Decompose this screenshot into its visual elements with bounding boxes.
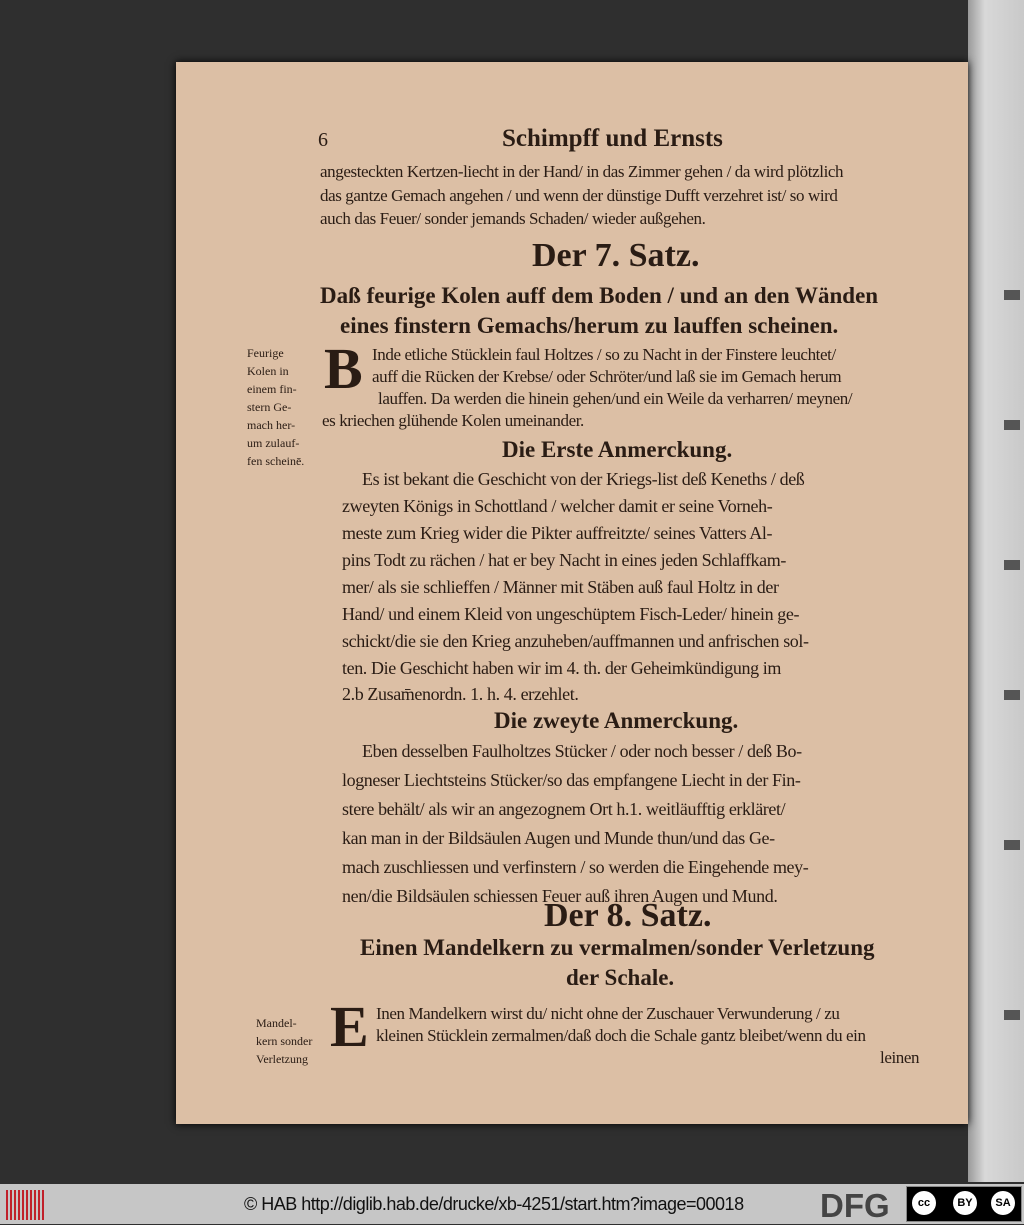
margin-note: Mandel- bbox=[256, 1016, 297, 1030]
margin-note: Verletzung bbox=[256, 1052, 308, 1066]
text-line: lauffen. Da werden die hinein gehen/und ein Weile da verharren/ meynen/ bbox=[378, 389, 853, 408]
text-line: angesteckten Kertzen-liecht in der Hand/ in das Zimmer gehen / da wird plötzlich bbox=[320, 162, 844, 181]
text-line: ten. Die Geschicht haben wir im 4. th. der Geheimkündigung im bbox=[342, 658, 781, 678]
section-title: Der 7. Satz. bbox=[532, 237, 700, 274]
text-line: auff die Rücken der Krebse/ oder Schröter/und laß sie im Gemach herum bbox=[372, 367, 842, 386]
page-number: 6 bbox=[318, 129, 328, 151]
text-line: zweyten Königs in Schottland / welcher damit er seine Vorneh- bbox=[342, 496, 773, 516]
section-subtitle: Daß feurige Kolen auff dem Boden / und an den Wänden bbox=[320, 283, 879, 308]
text-line: kleinen Stücklein zermalmen/daß doch die Schale gantz bleibet/wenn du ein bbox=[376, 1026, 866, 1045]
margin-note: kern sonder bbox=[256, 1034, 313, 1048]
margin-note: stern Ge- bbox=[247, 400, 292, 414]
section-subtitle: eines finstern Gemachs/herum zu lauffen scheinen. bbox=[340, 313, 839, 338]
credit-link[interactable]: © HAB http://diglib.hab.de/drucke/xb-4251/start.htm?image=00018 bbox=[244, 1194, 744, 1214]
initial-letter: E bbox=[330, 994, 369, 1059]
text-line: Es ist bekant die Geschicht von der Kriegs-list deß Keneths / deß bbox=[362, 469, 805, 489]
margin-note: um zulauf- bbox=[247, 436, 300, 450]
text-line: pins Todt zu rächen / hat er bey Nacht in eines jeden Schlaffkam- bbox=[342, 550, 786, 570]
text-line: Hand/ und einem Kleid von ungeschüptem Fisch-Leder/ hinein ge- bbox=[342, 604, 800, 624]
hab-logo-icon bbox=[6, 1190, 44, 1220]
section-subtitle: Die zweyte Anmerckung. bbox=[494, 708, 739, 733]
text-line: es kriechen glühende Kolen umeinander. bbox=[322, 411, 584, 430]
text-line: kan man in der Bildsäulen Augen und Munde thun/und das Ge- bbox=[342, 828, 775, 848]
text-line: schickt/die sie den Krieg anzuheben/auffmannen und anfrischen sol- bbox=[342, 631, 809, 651]
text-line: Inen Mandelkern wirst du/ nicht ohne der Zuschauer Verwunderung / zu bbox=[376, 1004, 840, 1023]
margin-note: mach her- bbox=[247, 418, 296, 432]
sa-icon: SA bbox=[991, 1191, 1015, 1215]
text-line: Inde etliche Stücklein faul Holtzes / so zu Nacht in der Finstere leuchtet/ bbox=[372, 345, 836, 364]
margin-note: einem fin- bbox=[247, 382, 297, 396]
text-line: 2.b Zusam̄enordn. 1. h. 4. erzehlet. bbox=[342, 684, 579, 704]
cc-license-badge[interactable] bbox=[906, 1186, 1022, 1222]
text-line: Eben desselben Faulholtzes Stücker / oder noch besser / deß Bo- bbox=[362, 741, 802, 761]
text-line: mer/ als sie schlieffen / Männer mit Stäben auß faul Holtz in der bbox=[342, 577, 779, 597]
cc-icon: cc bbox=[912, 1191, 936, 1215]
footer-bar bbox=[0, 1184, 1024, 1224]
text-line: nen/die Bildsäulen schiessen Feuer auß ihren Augen und Mund. bbox=[342, 886, 778, 906]
initial-letter: B bbox=[324, 336, 363, 401]
section-title: Der 8. Satz. bbox=[544, 897, 712, 934]
section-subtitle: Einen Mandelkern zu vermalmen/sonder Verletzung bbox=[360, 935, 875, 960]
dfg-logo: DFG bbox=[820, 1187, 890, 1224]
adjacent-page-edge bbox=[968, 0, 1024, 1182]
text-line: meste zum Krieg wider die Pikter auffreitzte/ seines Vatters Al- bbox=[342, 523, 773, 543]
section-subtitle: Die Erste Anmerckung. bbox=[502, 437, 733, 462]
margin-note: Feurige bbox=[247, 346, 284, 360]
catchword: leinen bbox=[880, 1048, 920, 1067]
margin-note: fen scheinē. bbox=[247, 454, 305, 468]
running-head: Schimpff und Ernsts bbox=[502, 125, 723, 152]
text-line: logneser Liechtsteins Stücker/so das empfangene Liecht in der Fin- bbox=[342, 770, 801, 790]
margin-note: Kolen in bbox=[247, 364, 289, 378]
text-line: stere behält/ als wir an angezognem Ort h.1. weitläufftig erkläret/ bbox=[342, 799, 786, 819]
text-line: mach zuschliessen und verfinstern / so werden die Eingehende mey- bbox=[342, 857, 809, 877]
text-line: das gantze Gemach angehen / und wenn der dünstige Dufft verzehret ist/ so wird bbox=[320, 186, 838, 205]
section-subtitle: der Schale. bbox=[566, 965, 675, 990]
text-line: auch das Feuer/ sonder jemands Schaden/ wieder außgehen. bbox=[320, 209, 706, 228]
by-icon: BY bbox=[953, 1191, 977, 1215]
